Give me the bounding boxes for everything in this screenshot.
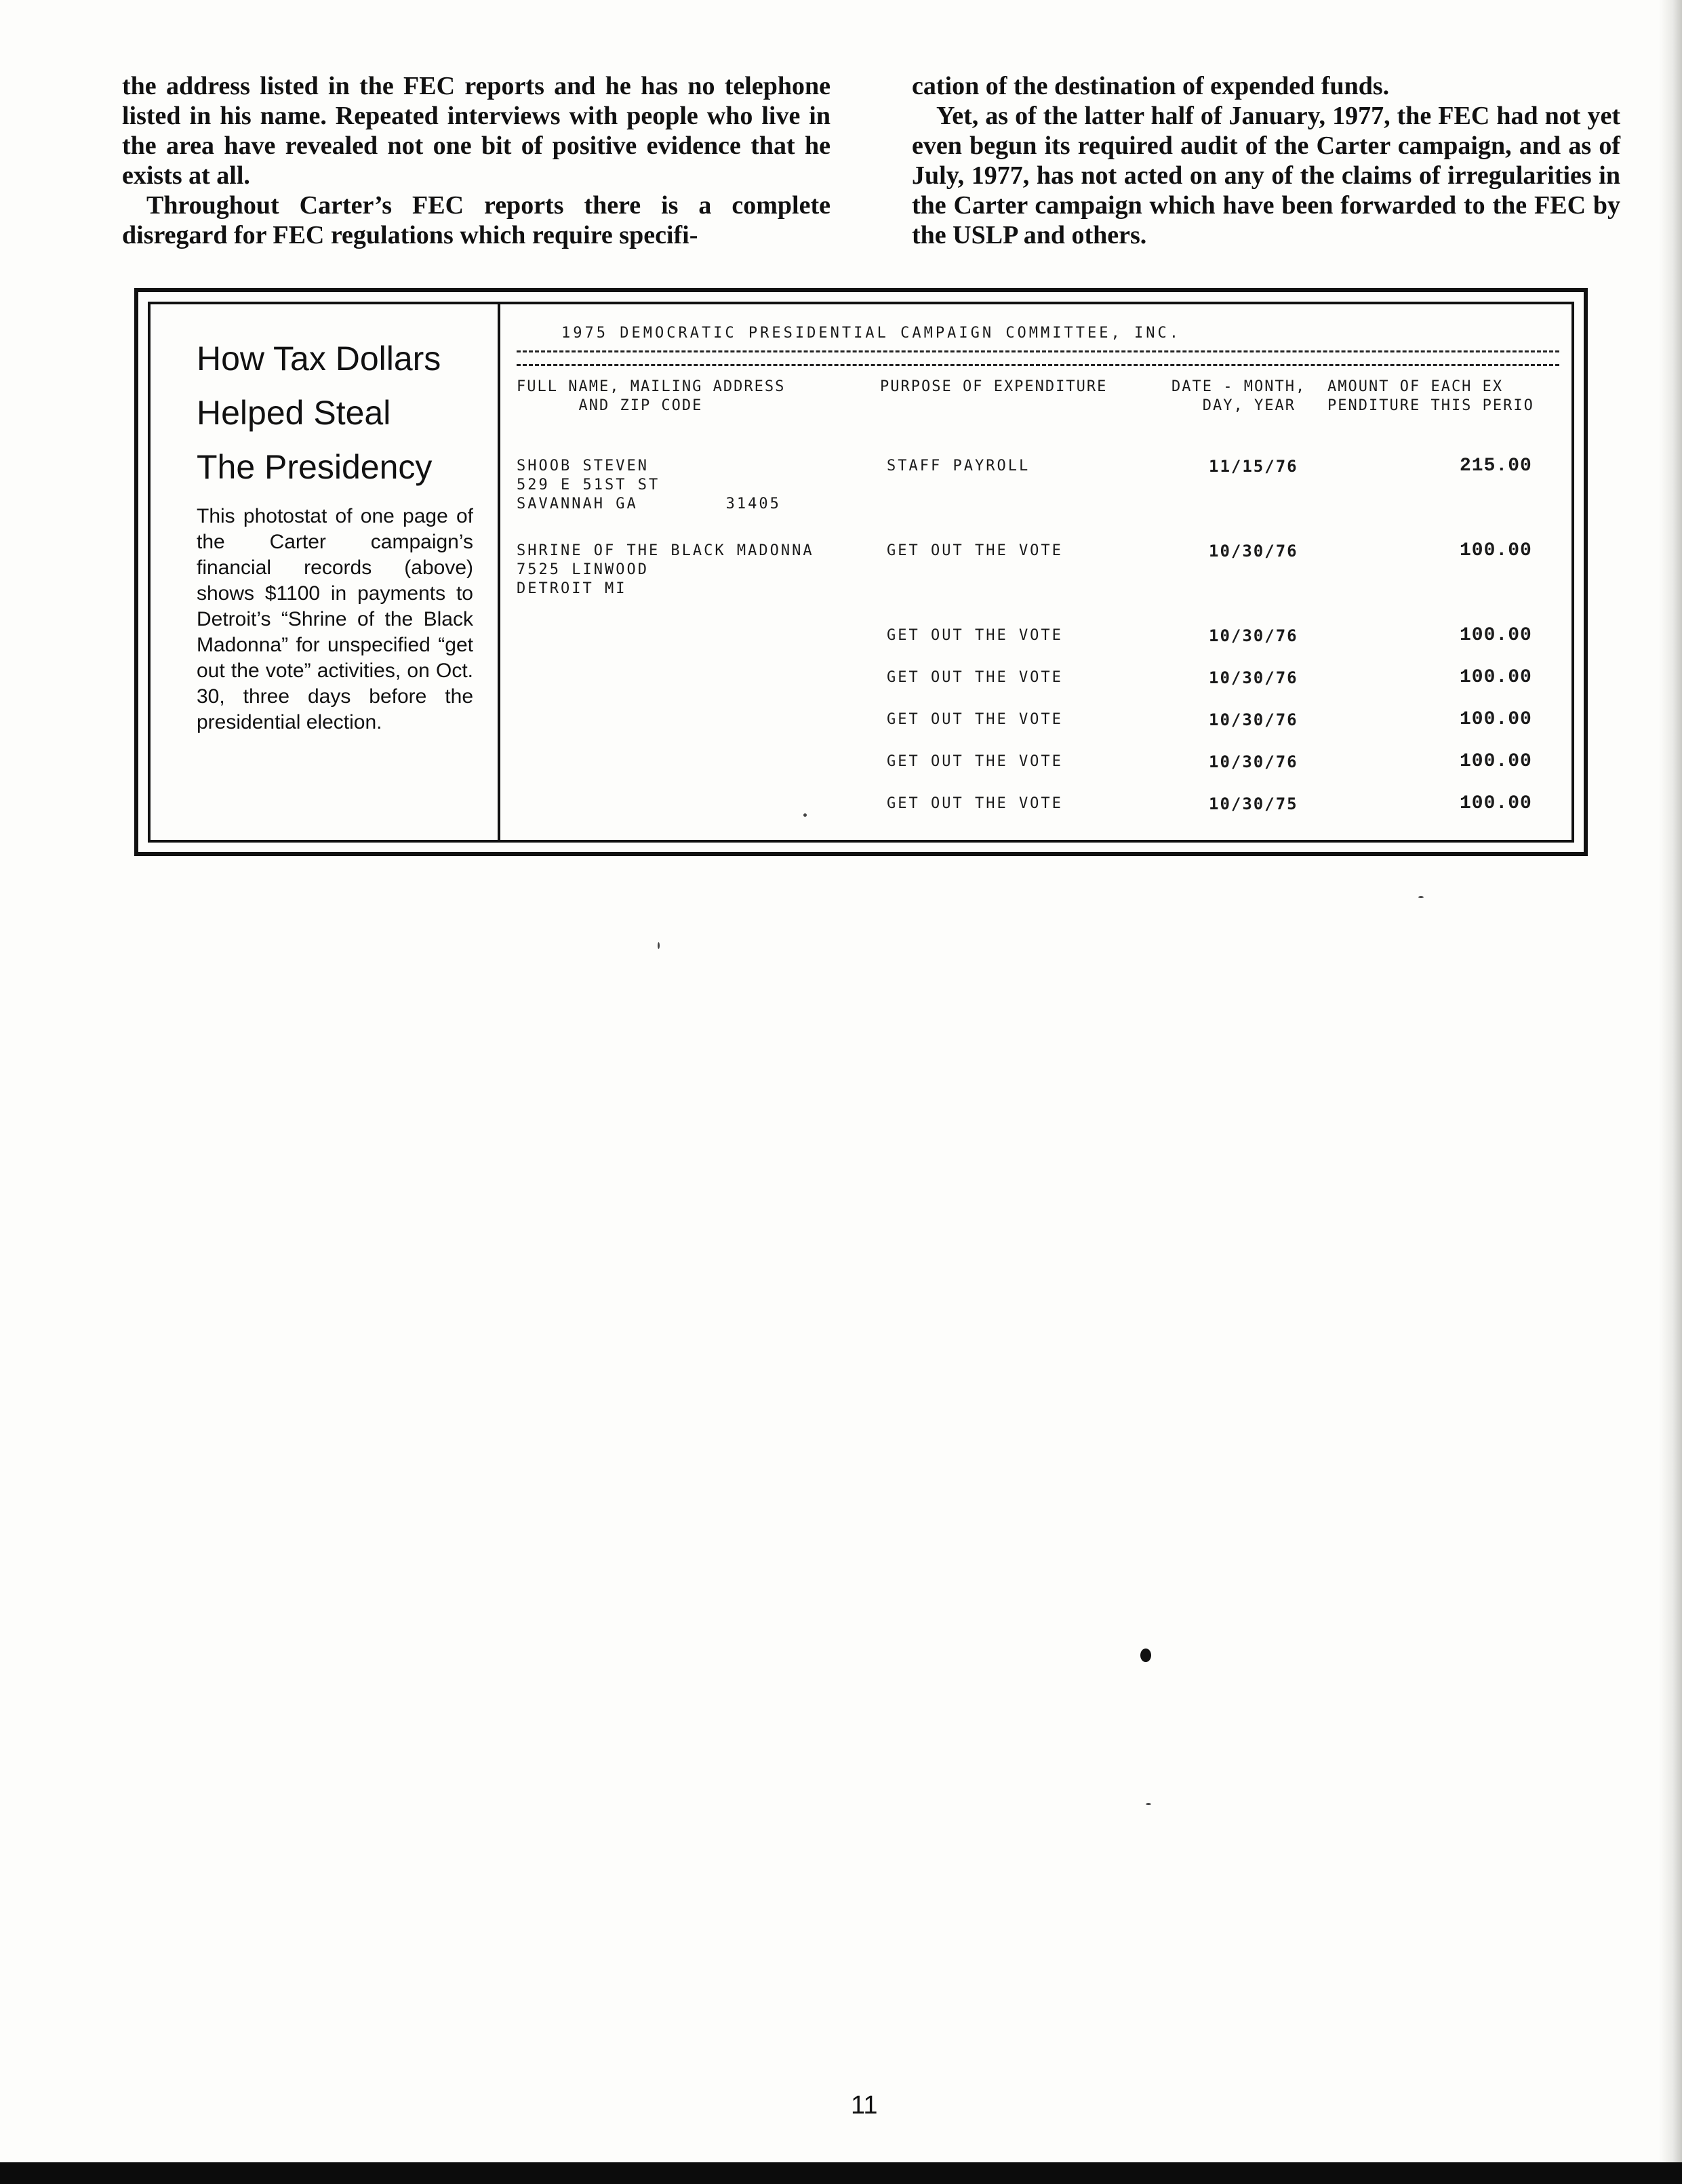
- ledger-row-name: SHRINE OF THE BLACK MADONNA 7525 LINWOOD DETROIT MI: [517, 542, 814, 597]
- article-paragraph: the address listed in the FEC reports and he has no telephone listed in his name. Repeated interviews with people who live in the area have revealed not one bit of positive evidence that he exists at all.: [122, 72, 830, 190]
- ledger-row-date: 10/30/76: [1209, 626, 1298, 645]
- ledger-row-amount: 100.00: [1460, 540, 1532, 561]
- ledger-row-amount: 100.00: [1460, 667, 1532, 688]
- ledger-row-amount: 100.00: [1460, 751, 1532, 772]
- article-paragraph: Throughout Carter’s FEC reports there is a complete disregard for FEC regulations which require specifi-: [122, 191, 830, 249]
- scan-speck: [658, 942, 660, 949]
- ledger-row-amount: 100.00: [1460, 793, 1532, 814]
- caption-text: This photostat of one page of the Carter campaign’s financial records (above) shows $1100 in payments to Detroit’s “Shrine of the Black Madonna” for unspecified “get out the vote” activities, on Oct. 30, three days before the presidential election.: [197, 505, 473, 733]
- ledger-row-date: 10/30/76: [1209, 542, 1298, 561]
- ledger-photostat: [500, 304, 1571, 840]
- figure-inner-border: [148, 302, 1574, 843]
- caption-headline-line: How Tax Dollars: [197, 340, 441, 378]
- scan-speck: [1140, 1649, 1151, 1662]
- ledger-row-purpose: GET OUT THE VOTE: [887, 795, 1063, 812]
- ledger-row-purpose: GET OUT THE VOTE: [887, 753, 1063, 770]
- ledger-divider: [517, 350, 1559, 352]
- header-amount: AMOUNT OF EACH EX PENDITURE THIS PERIO: [1327, 378, 1534, 414]
- ledger-row-date: 10/30/75: [1209, 794, 1298, 813]
- article-right-column: [912, 71, 1620, 250]
- caption-panel: [151, 304, 500, 840]
- ledger-row-name: SHOOB STEVEN 529 E 51ST ST SAVANNAH GA 31405: [517, 458, 781, 512]
- figure-box: [134, 288, 1588, 856]
- ledger-row-date: 11/15/76: [1209, 457, 1298, 476]
- article-left-column: [122, 71, 830, 250]
- caption-headline-line: The Presidency: [197, 448, 433, 486]
- caption-headline-line: Helped Steal: [197, 394, 391, 432]
- scan-bottom-band: [0, 2162, 1682, 2184]
- ledger-row-purpose: GET OUT THE VOTE: [887, 627, 1063, 644]
- header-date: DATE - MONTH, DAY, YEAR: [1172, 378, 1306, 414]
- scan-edge: [1659, 0, 1682, 2184]
- header-name: FULL NAME, MAILING ADDRESS AND ZIP CODE: [517, 378, 786, 414]
- ledger-row-purpose: GET OUT THE VOTE: [887, 542, 1063, 559]
- ledger-row-date: 10/30/76: [1209, 752, 1298, 771]
- scan-speck: [803, 813, 807, 817]
- ledger-divider: [517, 364, 1559, 366]
- ledger-row-purpose: GET OUT THE VOTE: [887, 669, 1063, 686]
- article-paragraph: cation of the destination of expended funds.: [912, 72, 1390, 100]
- ledger-row-date: 10/30/76: [1209, 710, 1298, 729]
- ledger-row-purpose: GET OUT THE VOTE: [887, 711, 1063, 728]
- ledger-row-amount: 215.00: [1460, 456, 1532, 477]
- ledger-row-date: 10/30/76: [1209, 668, 1298, 687]
- ledger-row-amount: 100.00: [1460, 709, 1532, 730]
- article-paragraph: Yet, as of the latter half of January, 1977, the FEC had not yet even begun its required audit of the Carter campaign, and as of July, 1977, has not acted on any of the claims of irregularities in the Carter campaign which have been forwarded to the FEC by the USLP and others.: [912, 102, 1620, 249]
- scan-speck: [1146, 1803, 1151, 1805]
- ledger-row-purpose: STAFF PAYROLL: [887, 458, 1030, 474]
- ledger-row-amount: 100.00: [1460, 625, 1532, 646]
- ledger-title: 1975 DEMOCRATIC PRESIDENTIAL CAMPAIGN COMMITTEE, INC.: [561, 325, 1181, 342]
- header-purpose: PURPOSE OF EXPENDITURE: [880, 378, 1108, 395]
- scan-speck: [1418, 896, 1424, 898]
- page-number: 11: [851, 2091, 878, 2120]
- caption-headline: [197, 331, 473, 494]
